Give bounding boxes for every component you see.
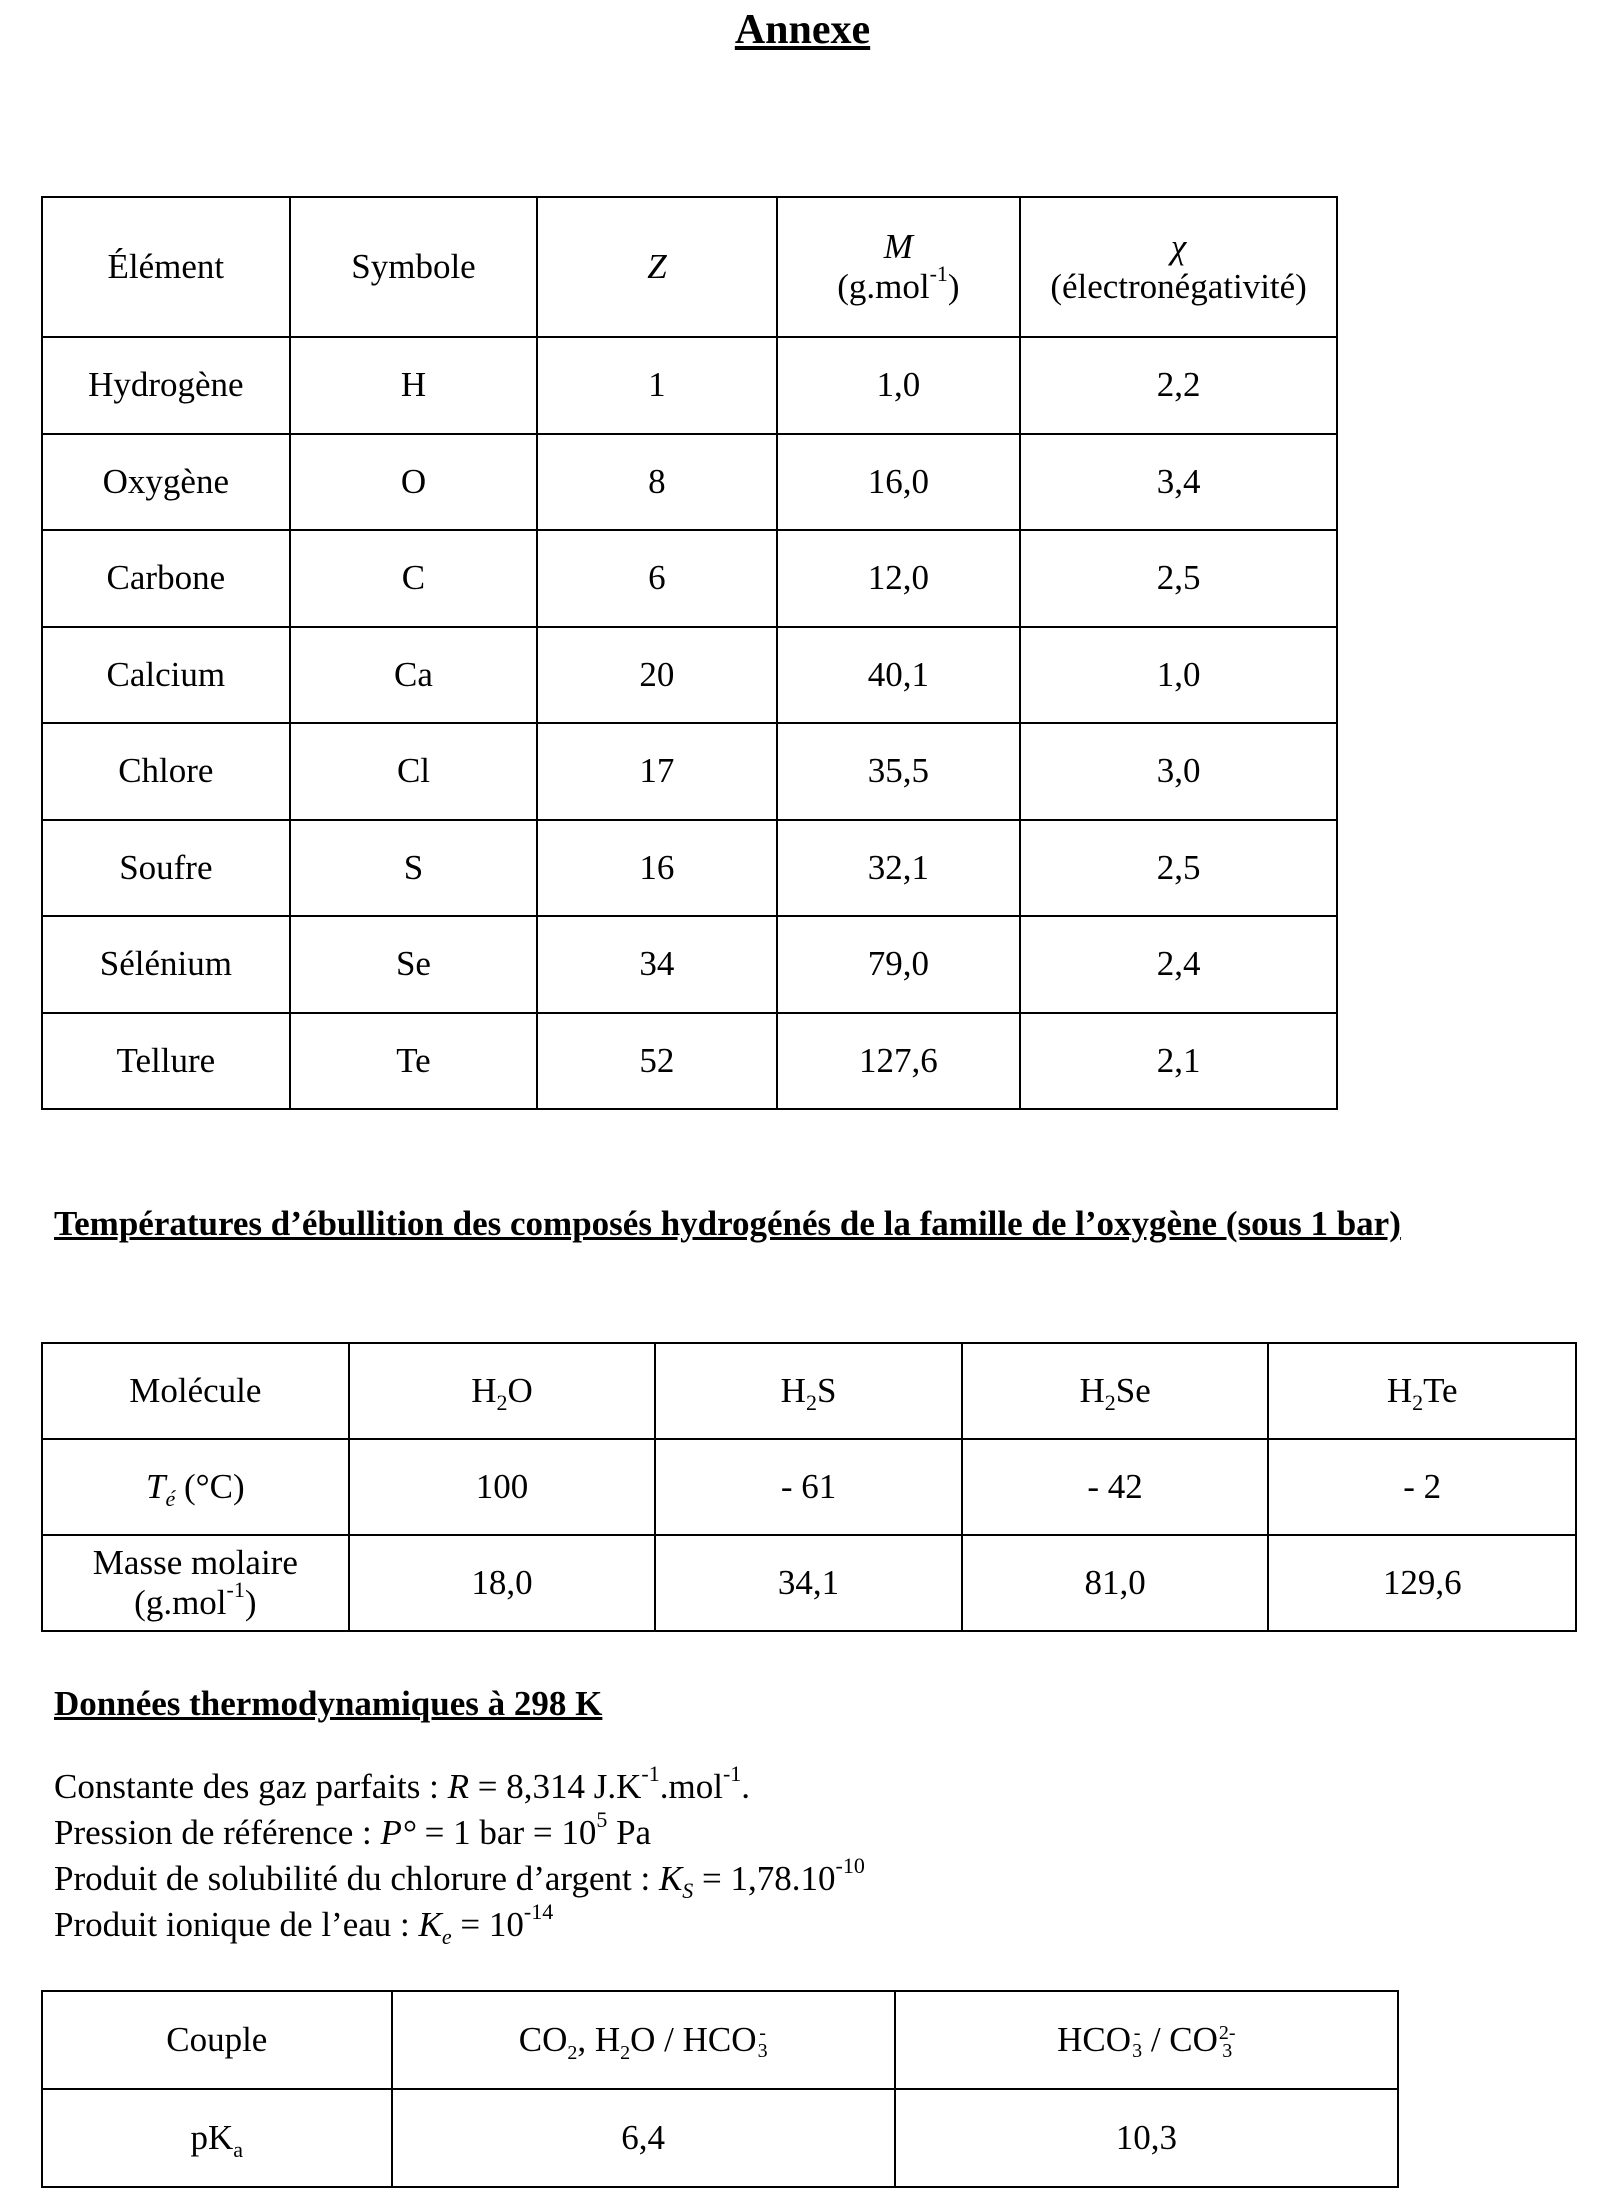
molar-mass-row	[42, 1535, 1576, 1631]
boiling-temperature-row	[42, 1439, 1576, 1535]
page-title: Annexe	[734, 7, 871, 53]
molecule-row	[42, 1343, 1576, 1439]
mass-value: 129,6	[1268, 1535, 1576, 1631]
te-label: $T_é$ (°C)	[42, 1439, 349, 1535]
header-symbol: Symbole	[290, 197, 538, 337]
boiling-heading: Températures d’ébullition des composés hydrogénés de la famille de l’oxygène (sous 1 bar)	[54, 1204, 1401, 1243]
pka-value: 6,4	[392, 2089, 895, 2187]
element-name-cell: Tellure	[42, 1013, 290, 1110]
header-molar-mass: M (g.mol$^{-1}$)	[777, 197, 1021, 337]
table-row	[42, 820, 1337, 917]
symbol-cell: Ca	[290, 627, 538, 724]
symbol-cell: Cl	[290, 723, 538, 820]
element-name-cell: Hydrogène	[42, 337, 290, 434]
molar-mass-cell: 127,6	[777, 1013, 1021, 1110]
table-row	[42, 434, 1337, 531]
electronegativity-cell: 2,1	[1020, 1013, 1337, 1110]
gas-constant-line: Constante des gaz parfaits : R = 8,314 $J.K^{-1}.mol^{-1}$.	[54, 1761, 751, 1806]
boiling-table	[41, 1342, 1577, 1632]
table-row	[42, 337, 1337, 434]
molar-mass-cell: 79,0	[777, 916, 1021, 1013]
electronegativity-cell: 2,5	[1020, 530, 1337, 627]
symbol-cell: O	[290, 434, 538, 531]
te-value: 100	[349, 1439, 656, 1535]
molar-mass-cell: 1,0	[777, 337, 1021, 434]
molecule-label: Molécule	[42, 1343, 349, 1439]
molecule-h2o: $H_2O$	[349, 1343, 656, 1439]
mass-value: 34,1	[655, 1535, 962, 1631]
solubility-product-line: Produit de solubilité du chlorure d’argent : $K_S = 1,78.10^{-10}$	[54, 1853, 865, 1903]
te-value: - 42	[962, 1439, 1269, 1535]
pka-value: 10,3	[895, 2089, 1398, 2187]
reference-pressure-line: Pression de référence : P° = 1 bar = $10^5$ Pa	[54, 1807, 652, 1852]
element-name-cell: Calcium	[42, 627, 290, 724]
electronegativity-cell: 2,2	[1020, 337, 1337, 434]
atomic-number-cell: 20	[537, 627, 776, 724]
element-name-cell: Carbone	[42, 530, 290, 627]
table-row	[42, 530, 1337, 627]
symbol-cell: S	[290, 820, 538, 917]
atomic-number-cell: 16	[537, 820, 776, 917]
symbol-cell: H	[290, 337, 538, 434]
element-name-cell: Chlore	[42, 723, 290, 820]
element-name-cell: Soufre	[42, 820, 290, 917]
table-row	[42, 723, 1337, 820]
symbol-cell: Se	[290, 916, 538, 1013]
table-header-row	[42, 197, 1337, 337]
couple-co2-hco3: $CO_2$, $H_2O$ / HCO - 3	[392, 1991, 895, 2089]
electronegativity-cell: 2,4	[1020, 916, 1337, 1013]
atomic-number-cell: 8	[537, 434, 776, 531]
elements-table	[41, 196, 1338, 1110]
molar-mass-cell: 12,0	[777, 530, 1021, 627]
element-name-cell: Oxygène	[42, 434, 290, 531]
electronegativity-cell: 3,4	[1020, 434, 1337, 531]
thermo-data	[54, 1761, 865, 1949]
couple-row	[42, 1991, 1398, 2089]
pka-table	[41, 1990, 1399, 2188]
pka-label: $pK_a$	[42, 2089, 392, 2187]
molar-mass-cell: 16,0	[777, 434, 1021, 531]
pka-row	[42, 2089, 1398, 2187]
molar-mass-cell: 35,5	[777, 723, 1021, 820]
atomic-number-cell: 6	[537, 530, 776, 627]
electronegativity-cell: 3,0	[1020, 723, 1337, 820]
electronegativity-cell: 1,0	[1020, 627, 1337, 724]
symbol-cell: Te	[290, 1013, 538, 1110]
atomic-number-cell: 34	[537, 916, 776, 1013]
te-value: - 61	[655, 1439, 962, 1535]
table-row	[42, 916, 1337, 1013]
atomic-number-cell: 52	[537, 1013, 776, 1110]
element-name-cell: Sélénium	[42, 916, 290, 1013]
header-z: Z	[537, 197, 776, 337]
te-value: - 2	[1268, 1439, 1576, 1535]
molecule-h2s: $H_2S$	[655, 1343, 962, 1439]
atomic-number-cell: 17	[537, 723, 776, 820]
molar-mass-cell: 40,1	[777, 627, 1021, 724]
mass-value: 81,0	[962, 1535, 1269, 1631]
atomic-number-cell: 1	[537, 337, 776, 434]
molar-mass-cell: 32,1	[777, 820, 1021, 917]
molecule-h2te: $H_2Te$	[1268, 1343, 1576, 1439]
header-electronegativity: χ (électronégativité)	[1020, 197, 1337, 337]
mass-value: 18,0	[349, 1535, 656, 1631]
table-row	[42, 1013, 1337, 1110]
header-element: Élément	[42, 197, 290, 337]
table-row	[42, 627, 1337, 724]
mass-label: Masse molaire (g.mol$^{-1}$)	[42, 1535, 349, 1631]
couple-hco3-co3: HCO - 3 / CO 2- 3	[895, 1991, 1398, 2089]
thermo-heading: Données thermodynamiques à 298 K	[54, 1684, 603, 1723]
symbol-cell: C	[290, 530, 538, 627]
electronegativity-cell: 2,5	[1020, 820, 1337, 917]
ionic-product-line: Produit ionique de l’eau : $K_e = 10^{-14}$	[54, 1899, 554, 1949]
couple-label: Couple	[42, 1991, 392, 2089]
molecule-h2se: $H_2Se$	[962, 1343, 1269, 1439]
